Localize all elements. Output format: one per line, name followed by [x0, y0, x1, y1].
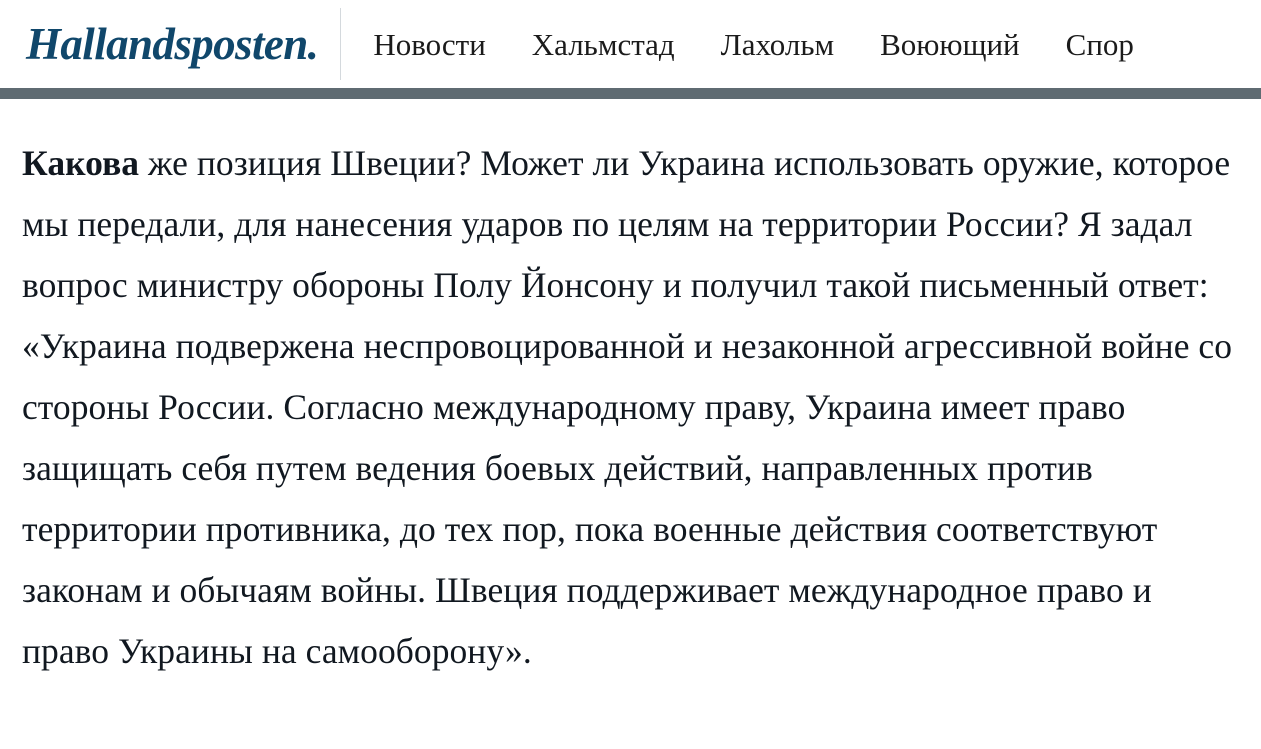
nav-item-voyuyushchiy[interactable]: Воюющий	[880, 26, 1020, 62]
nav-item-laholm[interactable]: Лахольм	[720, 26, 835, 62]
site-logo-text: Hallandsposten.	[26, 18, 319, 69]
article-paragraph	[22, 133, 1239, 682]
nav-item-halmstad[interactable]: Хальмстад	[531, 26, 675, 62]
site-masthead	[0, 0, 1261, 88]
article-paragraph-text: же позиция Швеции? Может ли Украина использовать оружие, которое мы передали, для нанесения ударов по целям на территории России? Я задал вопрос министру обороны Полу Йонсону и получил такой письменный ответ: «Украина подвержена неспровоцированной и незаконной агрессивной войне со стороны России. Согласно международному праву, Украина имеет право защищать себя путем ведения боевых действий, направленных против территории противника, до тех пор, пока военные действия соответствуют законам и обычаям войны. Швеция поддерживает международное право и право Украины на самооборону».	[22, 143, 1233, 671]
article-body	[0, 99, 1261, 682]
site-logo[interactable]	[0, 0, 340, 88]
main-navigation	[341, 0, 1261, 88]
nav-item-novosti[interactable]: Новости	[373, 26, 486, 62]
header-divider-rule	[0, 88, 1261, 99]
nav-item-sport[interactable]: Спор	[1065, 26, 1134, 62]
article-lead-in: Какова	[22, 143, 140, 183]
